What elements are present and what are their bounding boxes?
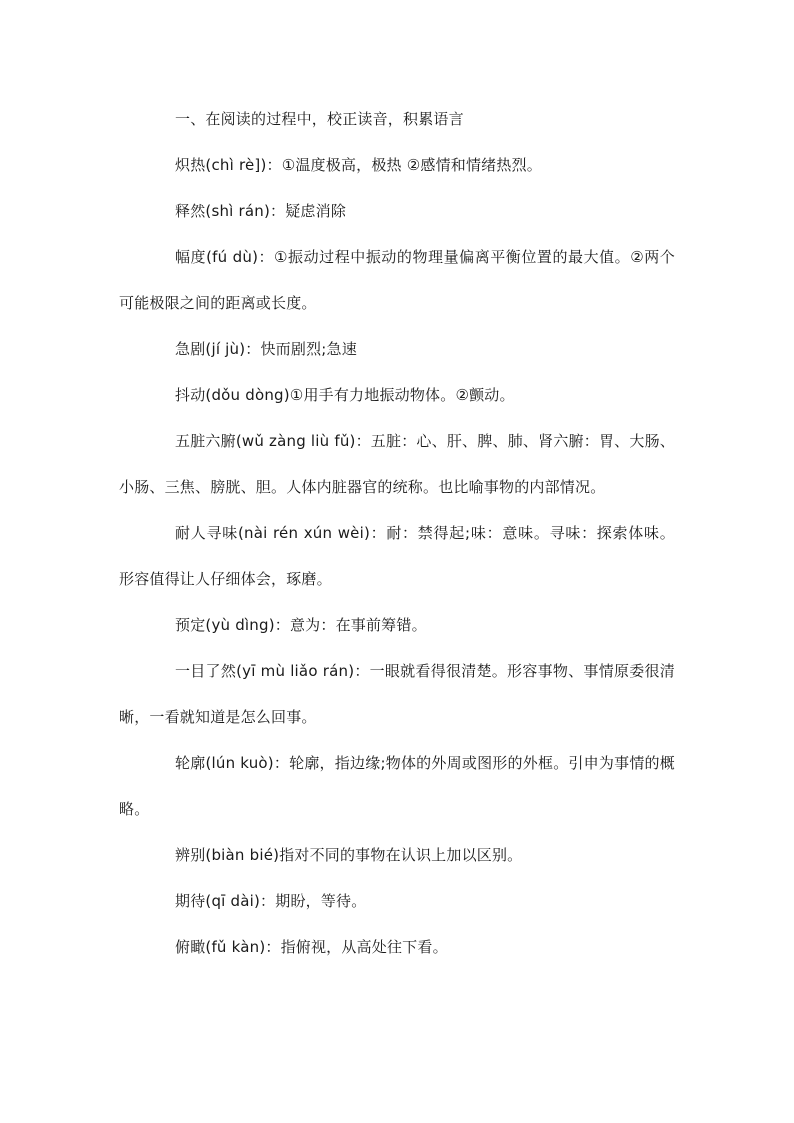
document-body (119, 106, 675, 980)
vocab-entry-fudu: 幅度(fú dù)：①振动过程中振动的物理量偏离平衡位置的最大值。②两个可能极限之间的距离或长度。 (119, 248, 675, 312)
vocab-entry-yimuliaoran: 一目了然(yī mù liǎo rán)：一眼就看得很清楚。形容事物、事情原委很清晰，一看就知道是怎么回事。 (119, 662, 675, 726)
vocab-entry-qidai: 期待(qī dài)：期盼，等待。 (175, 892, 367, 910)
vocab-entry-nairenxunwei: 耐人寻味(nài rén xún wèi)：耐：禁得起;味：意味。寻味：探索体味。形容值得让人仔细体会，琢磨。 (119, 524, 675, 588)
vocab-entry-chire: 炽热(chì rè])：①温度极高，极热 ②感情和情绪热烈。 (175, 156, 542, 174)
vocab-entry-bianbie: 辨别(biàn bié)指对不同的事物在认识上加以区别。 (175, 846, 523, 864)
section-heading: 一、在阅读的过程中，校正读音，积累语言 (175, 110, 464, 128)
vocab-entry-doudong: 抖动(dǒu dòng)①用手有力地振动物体。②颤动。 (175, 386, 515, 404)
vocab-entry-yuding: 预定(yù dìng)：意为：在事前筹错。 (175, 616, 427, 634)
vocab-entry-lunkuo: 轮廓(lún kuò)：轮廓，指边缘;物体的外周或图形的外框。引申为事情的概略。 (119, 754, 675, 818)
vocab-entry-shiran: 释然(shì rán)：疑虑消除 (175, 202, 347, 220)
vocab-entry-wuzangliufu: 五脏六腑(wǔ zàng liù fǔ)：五脏：心、肝、脾、肺、肾六腑：胃、大肠、小肠、三焦、膀胱、胆。人体内脏器官的统称。也比喻事物的内部情况。 (119, 432, 675, 496)
vocab-entry-jiju: 急剧(jí jù)：快而剧烈;急速 (175, 340, 357, 358)
vocab-entry-fukan: 俯瞰(fǔ kàn)：指俯视，从高处往下看。 (175, 938, 448, 956)
